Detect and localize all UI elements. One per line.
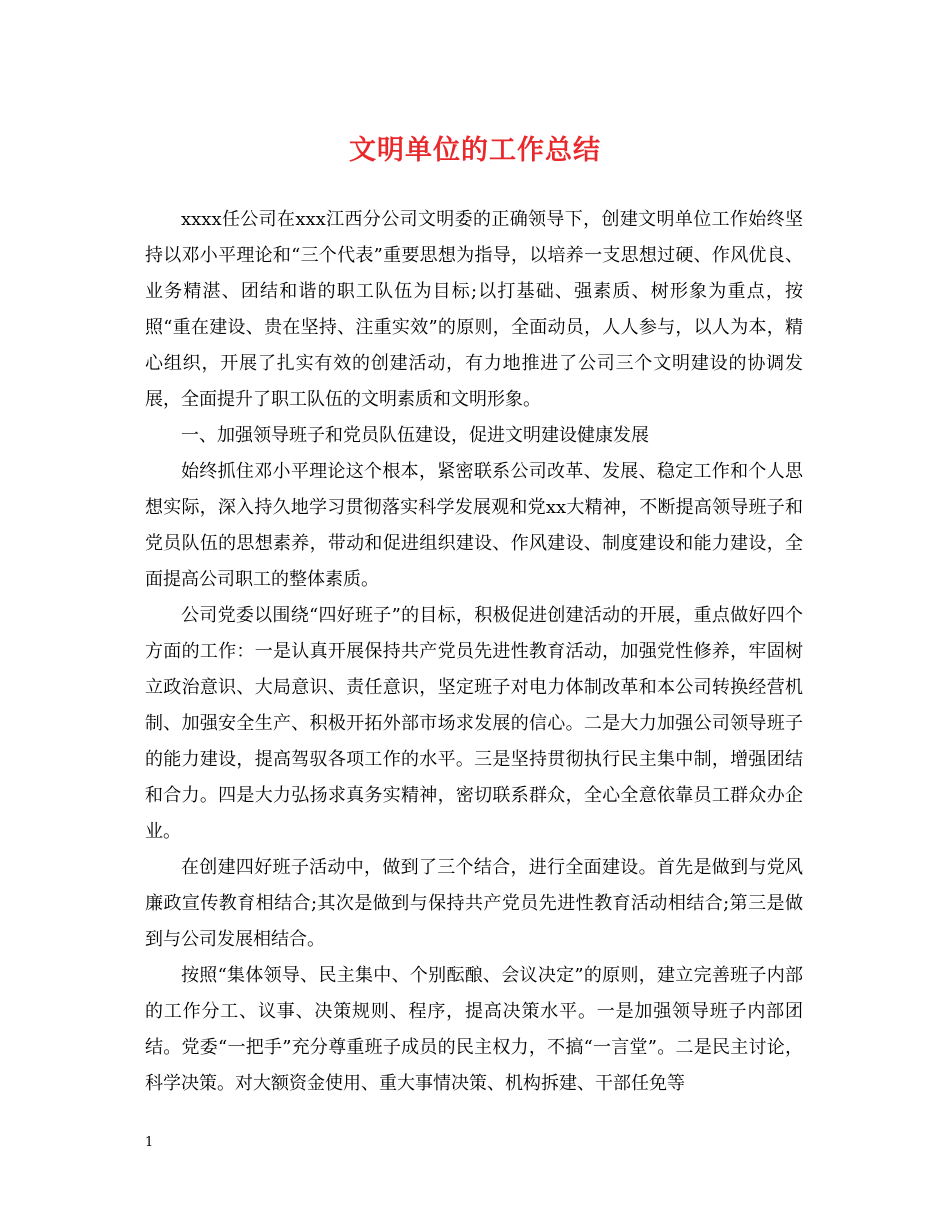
body-paragraph: 在创建四好班子活动中，做到了三个结合，进行全面建设。首先是做到与党风廉政宣传教育相结合;其次是做到与保持共产党员先进性教育活动相结合;第三是做到与公司发展相结合。 [145, 857, 803, 950]
body-paragraph: 按照“集体领导、民主集中、个别酝酿、会议决定”的原则，建立完善班子内部的工作分工、议事、决策规则、程序，提高决策水平。一是加强领导班子内部团结。党委“一把手”充分尊重班子成员的民主权力，不搞“一言堂”。二是民主讨论，科学决策。对大额资金使用、重大事情决策、机构拆建、干部任免等 [145, 965, 803, 1094]
page-number: 1 [145, 1135, 154, 1150]
section-heading: 一、加强领导班子和党员队伍建设，促进文明建设健康发展 [181, 425, 649, 446]
body-paragraph: 公司党委以围绕“四好班子”的目标，积极促进创建活动的开展，重点做好四个方面的工作：一是认真开展保持共产党员先进性教育活动，加强党性修养，牢固树立政治意识、大局意识、责任意识，坚定班子对电力体制改革和本公司转换经营机制、加强安全生产、积极开拓外部市场求发展的信心。二是大力加强公司领导班子的能力建设，提高驾驭各项工作的水平。三是坚持贯彻执行民主集中制，增强团结和合力。四是大力弘扬求真务实精神，密切联系群众，全心全意依靠员工群众办企业。 [145, 605, 803, 842]
body-paragraph: 始终抓住邓小平理论这个根本，紧密联系公司改革、发展、稳定工作和个人思想实际，深入持久地学习贯彻落实科学发展观和党xx大精神，不断提高领导班子和党员队伍的思想素养，带动和促进组织建设、作风建设、制度建设和能力建设，全面提高公司职工的整体素质。 [145, 461, 803, 590]
intro-paragraph: xxxx任公司在xxx江西分公司文明委的正确领导下，创建文明单位工作始终坚持以邓小平理论和“三个代表”重要思想为指导，以培养一支思想过硬、作风优良、业务精湛、团结和谐的职工队伍为目标;以打基础、强素质、树形象为重点，按照“重在建设、贵在坚持、注重实效”的原则，全面动员，人人参与，以人为本，精心组织，开展了扎实有效的创建活动，有力地推进了公司三个文明建设的协调发展，全面提升了职工队伍的文明素质和文明形象。 [145, 209, 803, 410]
document-body [145, 202, 803, 1102]
document-title: 文明单位的工作总结 [349, 135, 601, 166]
